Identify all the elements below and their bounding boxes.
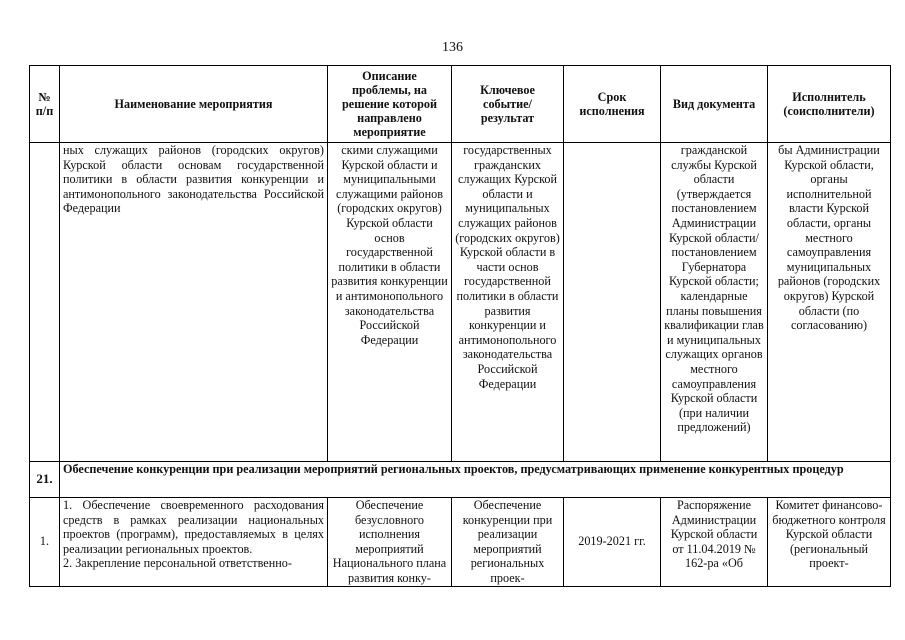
table-header-row xyxy=(30,66,891,143)
cell-document: гражданской службы Курской области (утверждается постановлением Администрации Курской области/постановлением Губернатора Курской области; календарные планы повышения квалификации глав и муниципальных служащих органов местного самоуправления Курской области (при наличии предложений) xyxy=(661,143,768,462)
header-number: № п/п xyxy=(30,66,60,143)
cell-term: 2019-2021 гг. xyxy=(564,498,661,587)
cell-document: Распоряжение Администрации Курской области от 11.04.2019 № 162-ра «Об xyxy=(661,498,768,587)
cell-executor: бы Администрации Курской области, органы исполнительной власти Курской области, органы местного самоуправления муниципальных районов (городских округов) Курской области (по согласованию) xyxy=(768,143,891,462)
cell-result: Обеспечение конкуренции при реализации мероприятий региональных проек- xyxy=(452,498,564,587)
cell-result: государственных гражданских служащих Курской области и муниципальных служащих районов (городских округов) Курской области в части основ государственной политики в области развития конкуренции и антимонопольного законодательства Российской Федерации xyxy=(452,143,564,462)
name-point-2: 2. Закрепление персональной ответственно- xyxy=(63,556,292,571)
name-point-1: 1. Обеспечение своевременного расходования средств в рамках реализации национальных проектов (программ), предоставляемых в целях реализации региональных проектов. xyxy=(63,498,324,556)
cell-name xyxy=(60,498,328,587)
header-result: Ключевое событие/ результат xyxy=(452,66,564,143)
cell-problem: скими служащими Курской области и муниципальными служащими районов (городских округов) Курской области основ государственной политики в области развития конкуренции и антимонопольного законодательства Российской Федерации xyxy=(328,143,452,462)
table-row xyxy=(30,498,891,587)
header-executor: Исполнитель (соисполнители) xyxy=(768,66,891,143)
page-number: 136 xyxy=(442,40,463,55)
cell-executor: Комитет финансово-бюджетного контроля Курской области (региональный проект- xyxy=(768,498,891,587)
header-document: Вид документа xyxy=(661,66,768,143)
header-term: Срок исполнения xyxy=(564,66,661,143)
section-row xyxy=(30,462,891,498)
measures-table xyxy=(29,65,891,587)
cell-number xyxy=(30,143,60,462)
header-name: Наименование мероприятия xyxy=(60,66,328,143)
section-number: 21. xyxy=(30,462,60,498)
cell-term xyxy=(564,143,661,462)
cell-problem: Обеспечение безусловного исполнения мероприятий Национального плана развития конку- xyxy=(328,498,452,587)
table-row xyxy=(30,143,891,462)
cell-number: 1. xyxy=(30,498,60,587)
header-problem: Описание проблемы, на решение которой направлено мероприятие xyxy=(328,66,452,143)
cell-name: ных служащих районов (городских округов) Курской области основам государственной политики в области развития конкуренции и антимонопольного законодательства Российской Федерации xyxy=(60,143,328,462)
section-title: Обеспечение конкуренции при реализации мероприятий региональных проектов, предусматривающих применение конкурентных процедур xyxy=(60,462,891,498)
